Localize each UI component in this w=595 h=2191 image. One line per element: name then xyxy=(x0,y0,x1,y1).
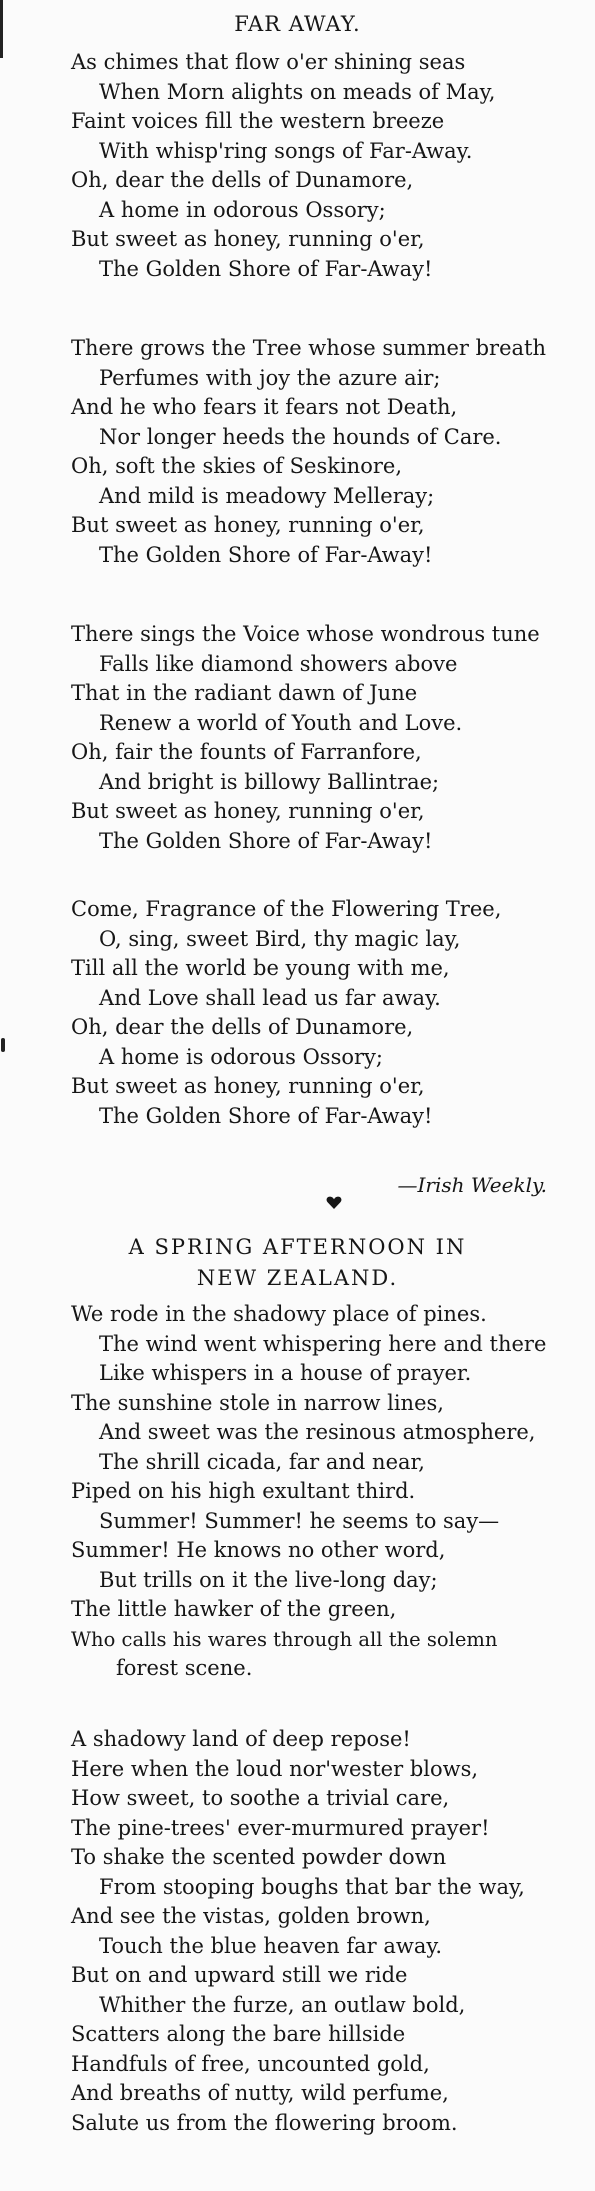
poem-line: Piped on his high exultant third. xyxy=(71,1479,416,1503)
poem-line: A home in odorous Ossory; xyxy=(99,197,386,222)
poem-line: That in the radiant dawn of June xyxy=(71,681,418,705)
poem-line: But sweet as honey, running o'er, xyxy=(71,513,425,537)
poem-line: Come, Fragrance of the Flowering Tree, xyxy=(71,897,502,921)
poem-stanza-2 xyxy=(0,334,595,570)
poem-line: Oh, fair the founts of Farranfore, xyxy=(71,740,422,764)
poem-line: Who calls his wares through all the solemn xyxy=(71,1627,498,1651)
poem-title-line: NEW ZEALAND. xyxy=(196,1266,399,1290)
poem-line: Faint voices fill the western breeze xyxy=(71,109,445,133)
poem-line: Till all the world be young with me, xyxy=(71,956,450,980)
poem-line: And bright is billowy Ballintrae; xyxy=(99,769,440,794)
poem-line: But sweet as honey, running o'er, xyxy=(71,227,425,251)
poem-line: Touch the blue heaven far away. xyxy=(99,1933,443,1958)
poem-line: But trills on it the live-long day; xyxy=(99,1567,438,1592)
poem-line: The wind went whispering here and there xyxy=(99,1331,547,1356)
poem-line: Handfuls of free, uncounted gold, xyxy=(71,2051,430,2076)
poem-line: Oh, dear the dells of Dunamore, xyxy=(71,168,414,192)
poem-line: From stooping boughs that bar the way, xyxy=(99,1874,525,1899)
poem-line: There sings the Voice whose wondrous tune xyxy=(71,622,540,646)
poem-line: The little hawker of the green, xyxy=(71,1597,397,1621)
poem-line: And mild is meadowy Melleray; xyxy=(99,483,435,508)
poem-line: The shrill cicada, far and near, xyxy=(99,1449,425,1474)
poem-line: And Love shall lead us far away. xyxy=(99,985,441,1010)
poem-line: When Morn alights on meads of May, xyxy=(99,79,496,104)
poem-stanza-3 xyxy=(0,620,595,856)
poem-line: Renew a world of Youth and Love. xyxy=(99,710,463,735)
poem-stanza-1 xyxy=(0,48,595,284)
poem-line: And see the vistas, golden brown, xyxy=(71,1904,431,1928)
poem-line: But on and upward still we ride xyxy=(71,1963,408,1987)
poem-line: Whither the furze, an outlaw bold, xyxy=(99,1992,466,2017)
poem-line: With whisp'ring songs of Far-Away. xyxy=(99,138,473,163)
poem-line: Nor longer heeds the hounds of Care. xyxy=(99,424,502,449)
poem-line: Summer! He knows no other word, xyxy=(71,1538,446,1562)
poem-line: Like whispers in a house of prayer. xyxy=(99,1361,472,1385)
poem-stanza-4 xyxy=(0,895,595,1131)
poem-line: As chimes that flow o'er shining seas xyxy=(71,50,466,74)
poem-line: Summer! Summer! he seems to say— xyxy=(99,1508,500,1533)
poem-line: Perfumes with joy the azure air; xyxy=(99,365,441,390)
poem-line: The Golden Shore of Far-Away! xyxy=(99,1103,433,1128)
poem-line: And he who fears it fears not Death, xyxy=(71,395,458,419)
poem-line: A shadowy land of deep repose! xyxy=(71,1727,411,1751)
poem-line: A home is odorous Ossory; xyxy=(99,1044,383,1069)
poem-line: Oh, soft the skies of Seskinore, xyxy=(71,454,402,478)
poem-line: The Golden Shore of Far-Away! xyxy=(99,256,433,281)
poem-line: The sunshine stole in narrow lines, xyxy=(71,1390,444,1415)
poem-line: Scatters along the bare hillside xyxy=(71,2022,406,2046)
poem-line: The pine-trees' ever-murmured prayer! xyxy=(71,1815,490,1840)
poem-line: Salute us from the flowering broom. xyxy=(71,2110,458,2135)
poem-line: Falls like diamond showers above xyxy=(99,651,458,676)
poem-line: And sweet was the resinous atmosphere, xyxy=(99,1420,536,1444)
poem-line: There grows the Tree whose summer breath xyxy=(71,336,546,360)
poem-line: The Golden Shore of Far-Away! xyxy=(99,828,433,853)
poem-attribution: —Irish Weekly. xyxy=(397,1173,547,1197)
poem-line: O, sing, sweet Bird, thy magic lay, xyxy=(99,926,461,951)
poem-line: And breaths of nutty, wild perfume, xyxy=(71,2081,449,2105)
poem-line: The Golden Shore of Far-Away! xyxy=(99,542,433,567)
poem-line: How sweet, to soothe a trivial care, xyxy=(71,1786,450,1810)
poem-line: Here when the loud nor'wester blows, xyxy=(71,1756,479,1781)
heart-ornament-icon xyxy=(326,1196,342,1210)
poem-line: But sweet as honey, running o'er, xyxy=(71,799,425,823)
poem-title: FAR AWAY. xyxy=(234,12,361,36)
poem-line: To shake the scented powder down xyxy=(71,1845,447,1869)
poem-line: forest scene. xyxy=(116,1656,253,1680)
poem-title xyxy=(0,1232,595,1294)
poem-stanza-6 xyxy=(0,1725,595,2138)
poem-stanza-5 xyxy=(0,1300,595,1684)
poem-line: Oh, dear the dells of Dunamore, xyxy=(71,1015,414,1039)
poem-title-line: A SPRING AFTERNOON IN xyxy=(128,1235,467,1259)
poem-line: We rode in the shadowy place of pines. xyxy=(71,1302,487,1326)
poem-line: But sweet as honey, running o'er, xyxy=(71,1074,425,1098)
